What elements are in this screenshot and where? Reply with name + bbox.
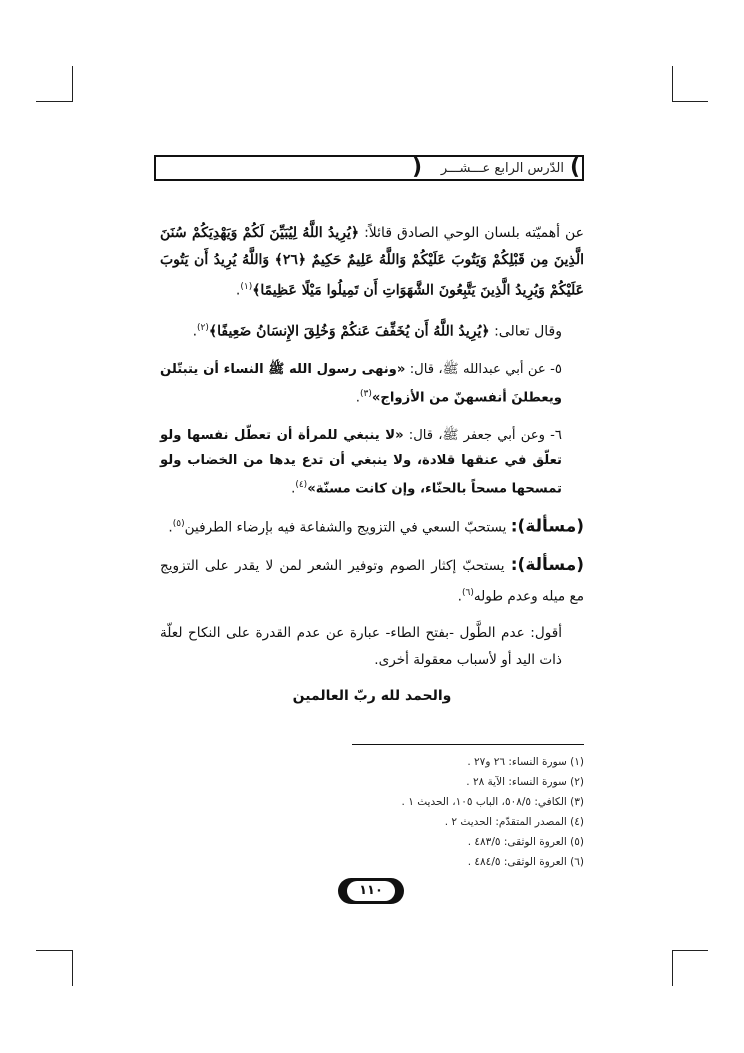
text: عن أهميّته بلسان الوحي الصادق قائلاً:	[359, 225, 584, 241]
text: يستحبّ إكثار الصوم وتوفير الشعر لمن لا يقدر على التزويج مع ميله وعدم طوله	[160, 557, 584, 605]
page-number-badge	[338, 878, 404, 904]
text: يستحبّ السعي في التزويج والشفاعة فيه بإرضاء الطرفين	[184, 519, 511, 536]
crop-mark	[672, 66, 673, 102]
footnote: (٥) العروة الوثقى: ٤٨٣/٥ .	[467, 836, 584, 848]
header-title: الدّرس الرابع عـــشـــر	[440, 161, 564, 176]
footnote-ref: (٥)	[172, 519, 185, 530]
issue-paragraph: (مسألة): يستحبّ السعي في التزويج والشفاعة فيه بإرضاء الطرفين$^{(٥)}$.	[168, 516, 584, 537]
footnote: (٢) سورة النساء: الآية ٢٨ .	[466, 776, 584, 788]
crop-mark	[36, 101, 72, 102]
quran-verse: ﴿يُرِيدُ اللَّهُ لِيُبَيِّنَ لَكُمْ وَيَهْدِيَكُمْ سُنَنَ الَّذِينَ مِن قَبْلِكُمْ وَيَتُوبَ عَلَيْكُمْ وَاللَّهُ عَلِيمٌ حَكِيمٌ ﴿٢٦﴾ وَاللَّهُ يُرِيدُ أَن يَتُوبَ عَلَيْكُمْ وَيُرِيدُ الَّذِينَ يَتَّبِعُونَ الشَّهَوَاتِ أَن تَمِيلُوا مَيْلًا عَظِيمًا﴾	[160, 225, 584, 299]
crop-mark	[72, 66, 73, 102]
text: أقول: عدم الطَّول -بفتح الطاء- عبارة عن عدم القدرة على النكاح لعلّة ذات اليد أو لأسباب معقولة أخرى.	[160, 625, 562, 669]
page-body	[160, 220, 584, 684]
footnote-ref: (١)	[240, 282, 253, 292]
hadith-text: «لا ينبغي للمرأة أن تعطّل نفسها ولو تعلّق في عنقها قلادة، ولا ينبغي أن تدع يدها من الخضاب ولو تمسحها مسحاً بالحنّاء، وإن كانت مسنّة»	[160, 427, 562, 497]
hadith-paragraph: ٥- عن أبي عبدالله ﷺ، قال: «ونهى رسول الله ﷺ النساء أن يتبتّلن ويعطلنَ أنفسهنّ من الأزواج»$^{(٣)}$.	[160, 362, 562, 406]
crop-mark	[672, 101, 708, 102]
crop-mark	[672, 950, 673, 986]
hadith-text: «ونهى رسول الله ﷺ النساء أن يتبتّلن ويعطلنَ أنفسهنّ من الأزواج»	[160, 362, 562, 406]
crop-mark	[672, 950, 708, 951]
paragraph: عن أهميّته بلسان الوحي الصادق قائلاً: ﴿يُرِيدُ اللَّهُ لِيُبَيِّنَ لَكُمْ وَيَهْدِيَكُمْ سُنَنَ الَّذِينَ مِن قَبْلِكُمْ وَيَتُوبَ عَلَيْكُمْ وَاللَّهُ عَلِيمٌ حَكِيمٌ ﴿٢٦﴾ وَاللَّهُ يُرِيدُ أَن يَتُوبَ عَلَيْكُمْ وَيُرِيدُ الَّذِينَ يَتَّبِعُونَ الشَّهَوَاتِ أَن تَمِيلُوا مَيْلًا عَظِيمًا﴾$^{(١)}$.	[160, 225, 584, 299]
issue-label: (مسألة):	[510, 516, 584, 537]
paragraph: وقال تعالى: ﴿يُرِيدُ اللَّهُ أَن يُخَفِّفَ عَنكُمْ وَخُلِقَ الإِنسَانُ ضَعِيفًا﴾$^{(٢)}$.	[192, 322, 562, 340]
footnote-ref: (٢)	[197, 322, 209, 333]
crop-mark	[72, 950, 73, 986]
footnote: (٤) المصدر المتقدّم: الحديث ٢ .	[444, 816, 584, 828]
crop-mark	[36, 950, 72, 951]
issue-paragraph: (مسألة): يستحبّ إكثار الصوم وتوفير الشعر لمن لا يقدر على التزويج مع ميله وعدم طوله$^{(٦)}$.	[160, 554, 584, 605]
footnotes	[300, 752, 584, 872]
header-bracket-left: )	[411, 155, 422, 180]
footnote: (٦) العروة الوثقى: ٤٨٤/٥ .	[467, 856, 584, 868]
footnote: (١) سورة النساء: ٢٦ و٢٧ .	[467, 756, 584, 768]
footnote-ref: (٦)	[461, 587, 474, 598]
text: ٥- عن أبي عبدالله ﷺ، قال:	[405, 362, 562, 378]
footnote-ref: (٤)	[295, 479, 308, 490]
text: ٦- وعن أبي جعفر ﷺ، قال:	[403, 427, 562, 443]
footnote-divider	[352, 744, 584, 745]
quran-verse: ﴿يُرِيدُ اللَّهُ أَن يُخَفِّفَ عَنكُمْ وَخُلِقَ الإِنسَانُ ضَعِيفًا﴾	[208, 323, 490, 340]
text: وقال تعالى:	[489, 323, 562, 340]
footnote: (٣) الكافي: ٥٠٨/٥، الباب ١٠٥، الحديث ١ .	[401, 796, 584, 808]
page-number: ١١٠	[347, 881, 395, 901]
running-header	[154, 155, 584, 181]
issue-label: (مسألة):	[510, 554, 584, 575]
footnote-ref: (٣)	[360, 389, 372, 400]
closing-line: والحمد لله ربّ العالمين	[292, 688, 452, 704]
paragraph	[160, 620, 584, 674]
header-bracket-right: (	[569, 155, 580, 180]
hadith-paragraph: ٦- وعن أبي جعفر ﷺ، قال: «لا ينبغي للمرأة أن تعطّل نفسها ولو تعلّق في عنقها قلادة، ولا ينبغي أن تدع يدها من الخضاب ولو تمسحها مسحاً بالحنّاء، وإن كانت مسنّة»$^{(٤)}$.	[160, 427, 562, 497]
